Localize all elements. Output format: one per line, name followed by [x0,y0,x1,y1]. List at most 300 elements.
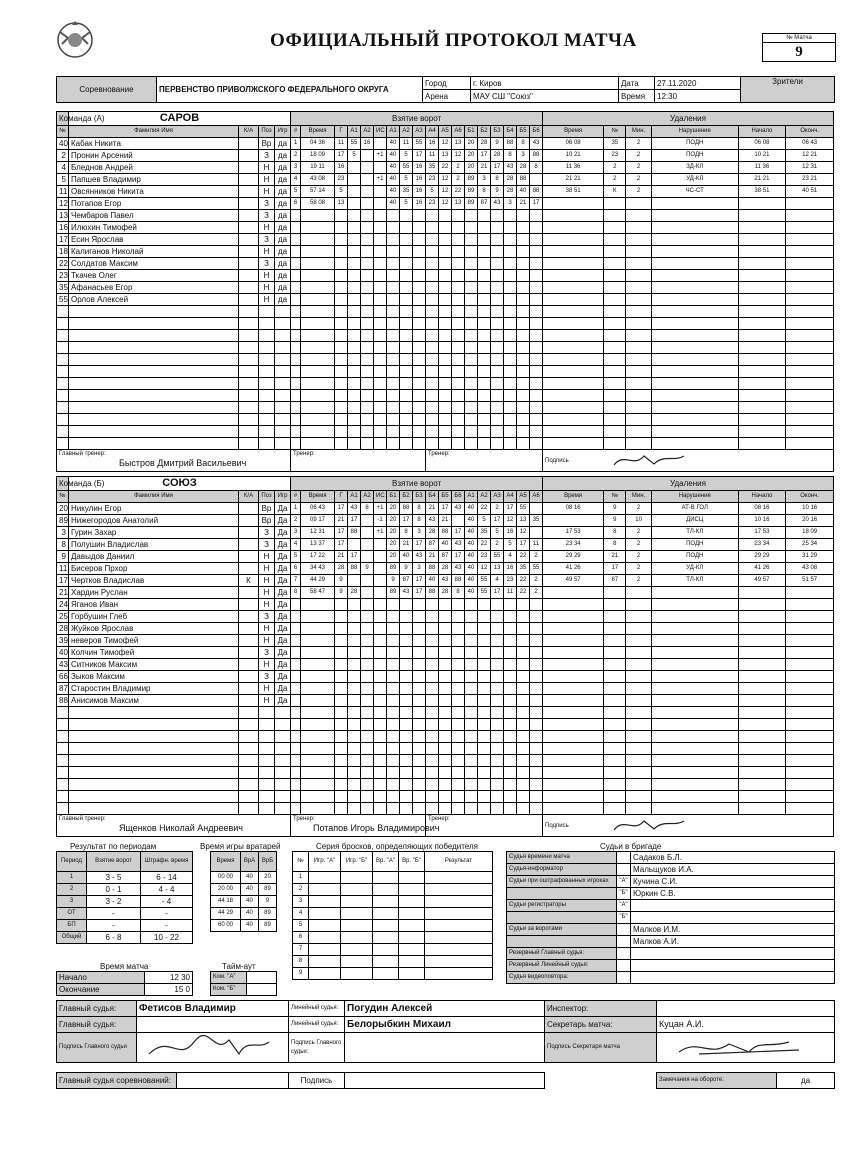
penalty-row [543,162,834,174]
goal-cell: 28 [478,138,491,150]
goal-cell [517,270,530,282]
goal-cell [361,539,374,551]
goal-cell [400,366,413,378]
goal-cell [348,318,361,330]
goal-cell [374,563,387,575]
goal-cell [387,402,400,414]
goal-cell [517,599,530,611]
coach-row [57,450,291,472]
goal-cell [413,402,426,414]
goal-cell [504,210,517,222]
goal-cell: 43 [452,503,465,515]
timeout-table [210,971,277,996]
goal-cell [504,342,517,354]
goal-cell [517,234,530,246]
goal-cell [452,611,465,623]
goal-row [291,282,543,294]
player-row [57,354,291,366]
penalty-cell: ПОДН [651,551,738,563]
column-header: К/А [239,491,259,503]
penalty-cell [786,366,834,378]
player-position: З [259,539,275,551]
goal-cell [291,719,301,731]
goal-cell [291,282,301,294]
team-a-team-header-row [57,112,291,126]
goal-cell [478,366,491,378]
goal-cell [439,803,452,815]
goal-cell [426,414,439,426]
goal-cell [374,270,387,282]
shootout-cell [341,932,373,944]
goal-cell: +1 [374,150,387,162]
goal-cell: 89 [465,186,478,198]
goal-cell [491,683,504,695]
goal-row [291,426,543,438]
goal-cell [530,803,543,815]
penalty-cell [626,318,652,330]
player-number [57,755,69,767]
competition-chief-label: Главный судья соревнований: [57,1073,177,1089]
coach-row [291,450,543,472]
penalty-cell [786,659,834,671]
player-number: 40 [57,138,69,150]
official-name: Садаков Б.Л. [631,852,835,864]
player-number: 40 [57,647,69,659]
goal-cell: 7 [291,575,301,587]
goal-cell [361,426,374,438]
player-name [69,426,239,438]
penalty-cell [651,426,738,438]
penalty-row [543,743,834,755]
goal-cell [348,791,361,803]
goal-cell [348,438,361,450]
goal-cell: 17 [400,515,413,527]
penalty-cell [543,354,604,366]
goal-cell [301,222,335,234]
player-position: З [259,258,275,270]
player-row [57,318,291,330]
goal-cell: 40 [465,575,478,587]
penalty-cell: 08 16 [738,503,786,515]
goal-cell [374,186,387,198]
penalty-cell [651,755,738,767]
player-position: З [259,647,275,659]
goal-cell [452,719,465,731]
column-header: Начало [738,491,786,503]
goal-cell [301,210,335,222]
goal-cell: 3 [413,527,426,539]
goal-row [291,527,543,539]
penalty-cell: 17 53 [738,527,786,539]
goal-cell [504,779,517,791]
player-position [259,402,275,414]
penalty-row [543,138,834,150]
chief-signature-label: Подпись Главного судьи [57,1033,137,1063]
goal-cell: 40 [439,539,452,551]
penalty-cell: 2 [626,563,652,575]
goal-cell [504,683,517,695]
player-name: Овсянников Никита [69,186,239,198]
goal-cell [504,635,517,647]
player-row [57,695,291,707]
goal-cell [400,318,413,330]
penalty-cell [786,438,834,450]
goal-cell [478,318,491,330]
penalty-cell: 29 29 [738,551,786,563]
goal-cell [478,222,491,234]
goal-cell [400,222,413,234]
date-label: Дата [619,77,655,90]
goal-cell: 16 [413,162,426,174]
goals-title: Взятие ворот [291,477,543,491]
goal-cell [452,354,465,366]
goal-cell [374,743,387,755]
header-row [211,852,277,872]
player-name: Ткачев Олег [69,270,239,282]
goal-cell [374,623,387,635]
goal-cell [452,342,465,354]
goal-cell [301,294,335,306]
goal-cell [291,671,301,683]
goal-cell [478,234,491,246]
player-row [57,438,291,450]
goal-cell [439,270,452,282]
goal-cell [301,342,335,354]
player-number: 3 [57,527,69,539]
goal-cell [465,438,478,450]
goal-cell [400,659,413,671]
goal-cell [491,767,504,779]
player-captain [239,414,259,426]
goal-cell [530,330,543,342]
goal-cell [348,402,361,414]
goal-cell [530,731,543,743]
player-name [69,342,239,354]
penalty-cell [626,294,652,306]
penalty-cell [604,659,626,671]
goalie-cell: 44 29 [211,908,241,920]
goal-cell [335,803,348,815]
goal-cell [491,611,504,623]
goal-cell: 43 08 [301,174,335,186]
penalty-cell [738,306,786,318]
penalty-cell [651,318,738,330]
official-name: Малков А.И. [631,936,835,948]
penalty-cell [786,623,834,635]
player-plays [275,426,291,438]
goal-cell: 17 [348,551,361,563]
goal-cell [301,683,335,695]
goal-row [291,683,543,695]
head-coach-label: Главный тренер: [59,451,106,457]
goal-cell [348,342,361,354]
goal-cell [301,755,335,767]
player-name [69,731,239,743]
penalty-cell [651,623,738,635]
goal-cell [291,707,301,719]
player-row [57,414,291,426]
penalty-cell [786,647,834,659]
goal-cell [291,755,301,767]
header-row [57,852,193,872]
goal-cell: 16 [413,198,426,210]
player-number: 17 [57,234,69,246]
penalty-cell: УД-КЛ [651,174,738,186]
column-header: # [291,491,301,503]
competition-chief-value [177,1073,289,1089]
goal-cell [426,659,439,671]
player-position: Н [259,623,275,635]
shootout-row [293,908,493,920]
penalty-row [543,222,834,234]
goal-cell: 1 [291,503,301,515]
goal-cell [465,659,478,671]
goal-cell [291,695,301,707]
goal-cell [452,623,465,635]
team-b-coach [291,815,440,837]
goal-cell: 43 [348,503,361,515]
line-referee-2: Белорыбкин Михаил [345,1017,545,1033]
goal-cell [426,390,439,402]
goal-cell: 9 [361,563,374,575]
penalty-cell [543,599,604,611]
penalty-row [543,150,834,162]
goal-cell [348,162,361,174]
goal-cell: 12 [439,186,452,198]
penalty-cell: ТЛ-КЛ [651,527,738,539]
header-row [291,126,543,138]
goal-cell: 40 [517,186,530,198]
goal-cell [387,378,400,390]
player-plays [275,719,291,731]
goal-cell [517,767,530,779]
goal-cell: 20 [465,138,478,150]
goal-cell: 89 [387,587,400,599]
official-row [507,936,835,948]
penalty-cell [604,378,626,390]
goal-cell [426,306,439,318]
goal-cell [348,659,361,671]
header-row [57,126,291,138]
penalty-cell [543,378,604,390]
official-name [631,972,835,984]
goal-cell: 58 47 [301,587,335,599]
player-number: 2 [57,150,69,162]
player-plays: да [275,138,291,150]
goal-cell [361,294,374,306]
goal-cell [439,791,452,803]
goal-cell [335,414,348,426]
goal-cell: 9 [335,575,348,587]
goal-cell [491,210,504,222]
player-row [57,162,291,174]
goal-row [291,138,543,150]
player-position: Вр [259,515,275,527]
column-header: А1 [465,491,478,503]
goalie-row [211,896,277,908]
player-position: Н [259,635,275,647]
goal-cell [439,731,452,743]
goal-cell: 28 [504,174,517,186]
penalty-cell: 41 26 [543,563,604,575]
goal-cell [413,234,426,246]
goal-cell: 17 [491,515,504,527]
column-header: Б5 [517,126,530,138]
goal-cell [335,695,348,707]
goal-cell [374,438,387,450]
player-position [259,414,275,426]
coach-label: Тренер: [428,451,450,457]
goal-cell [387,294,400,306]
player-position: З [259,671,275,683]
goal-cell [504,671,517,683]
goal-cell [426,623,439,635]
column-header: Время [211,852,241,872]
penalty-cell [651,306,738,318]
goal-cell: 17 [439,503,452,515]
goal-cell [439,659,452,671]
goal-cell [374,258,387,270]
goal-cell [426,402,439,414]
player-plays [275,342,291,354]
column-header: Время [543,491,604,503]
player-number: 88 [57,695,69,707]
goal-cell [400,390,413,402]
goal-cell [413,210,426,222]
goal-cell [400,426,413,438]
goal-cell [361,354,374,366]
goal-cell [301,611,335,623]
goal-cell [465,414,478,426]
goal-row [291,186,543,198]
period-goals: 6 - 8 [87,932,141,944]
penalty-cell [651,683,738,695]
goal-cell: 17 [413,575,426,587]
goal-cell [478,647,491,659]
goal-cell [400,611,413,623]
column-header: Нарушение [651,491,738,503]
penalty-cell [786,270,834,282]
penalty-row [543,414,834,426]
goal-cell [517,743,530,755]
goal-cell [301,695,335,707]
goal-cell [400,683,413,695]
penalty-cell [786,767,834,779]
player-position [259,426,275,438]
penalty-row [543,402,834,414]
player-name: Никулин Егор [69,503,239,515]
goal-cell [348,282,361,294]
goal-cell [291,779,301,791]
goal-cell [361,306,374,318]
penalty-row [543,186,834,198]
official-role: Судья времени матча [507,852,617,864]
competition-value: ПЕРВЕНСТВО ПРИВОЛЖСКОГО ФЕДЕРАЛЬНОГО ОКРУГА [157,77,423,103]
period-row [57,872,193,884]
goal-cell [374,306,387,318]
goal-cell [517,623,530,635]
player-name [69,719,239,731]
goal-cell [517,635,530,647]
goal-cell [348,767,361,779]
player-name [69,330,239,342]
column-header: Фамилия Имя [69,126,239,138]
penalty-cell: 10 [626,515,652,527]
chief2-signature [345,1033,545,1063]
penalty-row [543,611,834,623]
goalie-row [211,920,277,932]
goal-cell [335,222,348,234]
penalty-row [543,755,834,767]
goal-cell [374,246,387,258]
goal-cell [301,791,335,803]
penalty-cell [543,731,604,743]
goal-cell [291,366,301,378]
team-b-coach-2 [426,815,543,837]
player-row [57,503,291,515]
player-number: 43 [57,659,69,671]
player-row [57,647,291,659]
player-plays [275,438,291,450]
goal-cell [374,282,387,294]
official-name: Мальщуков И.А. [631,864,835,876]
goal-cell: 35 [426,162,439,174]
goal-cell [374,402,387,414]
penalty-cell [738,791,786,803]
goal-cell [439,755,452,767]
goal-cell [413,779,426,791]
goal-cell [400,378,413,390]
goal-cell [361,390,374,402]
player-number: 89 [57,515,69,527]
goal-cell [517,366,530,378]
goal-cell [452,647,465,659]
goal-cell [465,366,478,378]
goal-cell [452,294,465,306]
goal-cell [400,803,413,815]
goal-row [291,731,543,743]
goal-cell [504,438,517,450]
goal-cell [413,635,426,647]
goal-cell [491,438,504,450]
goalie-cell: 40 [241,896,259,908]
goal-cell [491,743,504,755]
goal-cell [517,683,530,695]
player-captain [239,563,259,575]
goal-cell [400,767,413,779]
penalty-cell [626,743,652,755]
penalty-row [543,659,834,671]
coach-row [57,815,291,837]
shootout-cell [373,884,399,896]
goal-cell [291,659,301,671]
goal-cell [387,258,400,270]
player-row [57,731,291,743]
player-captain [239,719,259,731]
goal-cell [465,294,478,306]
penalty-cell [543,695,604,707]
player-row [57,623,291,635]
goal-cell [348,414,361,426]
goal-cell [301,671,335,683]
goal-row [291,635,543,647]
goal-cell: 17 [452,527,465,539]
penalty-cell: 10 21 [543,150,604,162]
player-captain [239,755,259,767]
player-position [259,330,275,342]
spectators-label: Зрители [741,77,835,103]
goal-cell: 8 [291,587,301,599]
